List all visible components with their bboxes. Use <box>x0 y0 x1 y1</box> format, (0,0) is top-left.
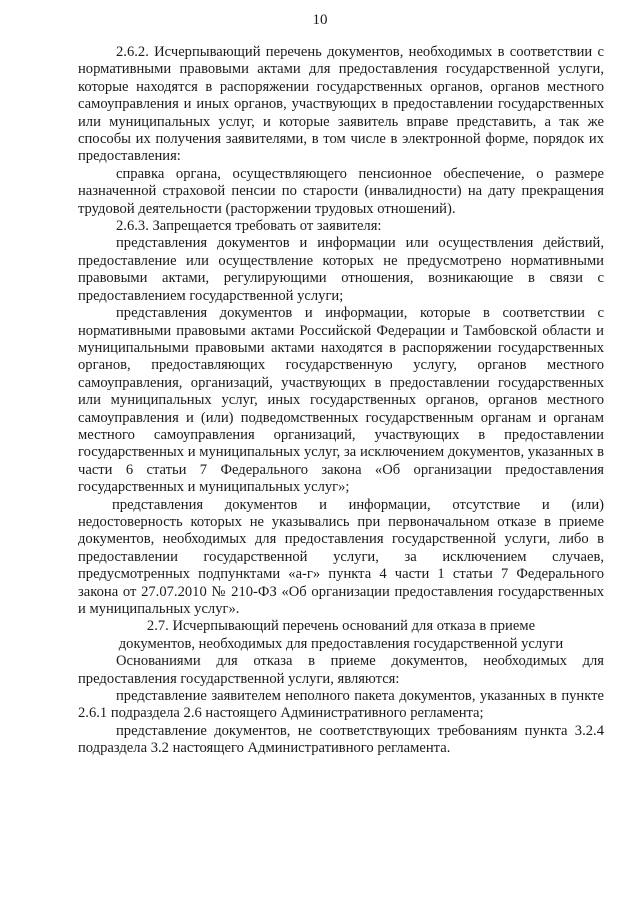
paragraph-prohibition-inaccuracy: представления документов и информации, отсутствие и (или) недостоверность которых не указывались при первоначальном отказе в приеме документов, необходимых для предоставления государственной услуги, либо в предоставлении государственной услуги, за исключением случаев, предусмотренных подпунктами «а-г» пункта 4 части 1 статьи 7 Федерального закона от 27.07.2010 № 210-ФЗ «Об организации предоставления государственных и муниципальных услуг». <box>78 496 604 617</box>
paragraph-2-6-2: 2.6.2. Исчерпывающий перечень документов, необходимых в соответствии с нормативными правовыми актами для предоставления государственной услуги, которые находятся в распоряжении государственных органов, органов местного самоуправления и иных органов, участвующих в предоставлении государственных или муниципальных услуг, и которые заявитель вправе представить, а так же способы их получения заявителями, в том числе в электронной форме, порядок их предоставления: <box>78 44 604 165</box>
paragraph-incomplete-package: представление заявителем неполного пакета документов, указанных в пункте 2.6.1 подраздела 2.6 настоящего Административного регламента; <box>78 688 604 722</box>
document-body <box>78 44 604 758</box>
paragraph-pension-certificate: справка органа, осуществляющего пенсионное обеспечение, о размере назначенной страховой пенсии по старости (инвалидности) на дату прекращения трудовой деятельности (расторжении трудовых отношений). <box>78 165 604 217</box>
section-heading-line1: 2.7. Исчерпывающий перечень оснований для отказа в приеме <box>146 618 536 635</box>
paragraph-prohibition-actions: представления документов и информации или осуществления действий, предоставление или осуществление которых не предусмотрено нормативными правовыми актами, регулирующими отношения, возникающие в связи с предоставлением государственной услуги; <box>78 235 604 304</box>
paragraph-refusal-grounds: Основаниями для отказа в приеме документов, необходимых для предоставления государственной услуги, являются: <box>78 653 604 687</box>
paragraph-prohibition-documents: представления документов и информации, которые в соответствии с нормативными правовыми актами Российской Федерации и Тамбовской области и муниципальными правовыми актами находятся в распоряжении государственных органов, предоставляющих государственную услугу, органов местного самоуправления, организаций, участвующих в предоставлении государственных или муниципальных услуг, иных государственных органов, органов местного самоуправления и (или) подведомственных государственным органам и органам местного самоуправления организаций, участвующих в предоставлении государственных и муниципальных услуг, за исключением документов, указанных в части 6 статьи 7 Федерального закона «Об организации предоставления государственных и муниципальных услуг»; <box>78 305 604 496</box>
section-heading-2-7 <box>78 618 604 653</box>
paragraph-2-6-3: 2.6.3. Запрещается требовать от заявителя: <box>116 218 382 235</box>
page-number: 10 <box>312 12 328 28</box>
paragraph-noncompliant-documents: представление документов, не соответствующих требованиям пункта 3.2.4 подраздела 3.2 настоящего Административного регламента. <box>78 722 604 757</box>
section-heading-line2: документов, необходимых для предоставления государственной услуги <box>118 635 564 652</box>
